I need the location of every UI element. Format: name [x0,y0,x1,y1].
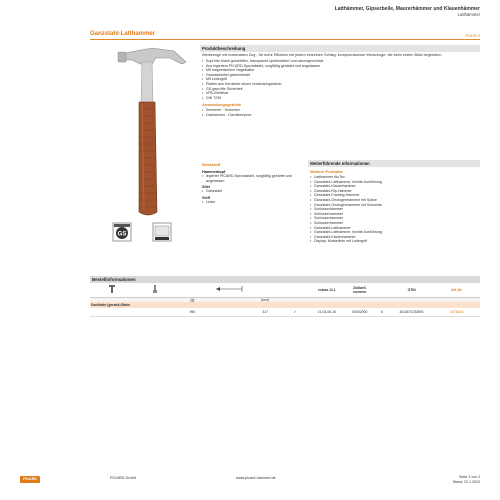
weight-cell: 950 [176,308,209,316]
page-number: Seite 1 von 2 [459,475,480,479]
weight-col-spacer [176,283,209,297]
material-section [200,160,300,204]
list-item: • Zimmerer - Schreiner [202,108,480,113]
col-gtin: GTIN [390,283,434,297]
customs-cell: 82052000 [346,308,375,316]
grip-list [200,200,300,205]
category-title: Latthämmer, Gipserbeile, Maurerhämmer und Klauenhämmer [334,6,480,12]
page-info [453,475,480,484]
description-intro: Werkzeuge mit maximalem Zug - für mehr Effizienz bei jedem einzelnen Schlag: kompromisslose Werkzeuge, die beim ersten Blick begeistern. [202,53,443,57]
order-heading: Bestellinformationen [90,276,480,283]
more-info-section [308,160,480,244]
list-item: • Platten aus Kernleder sitzen verwindungssicher [202,82,480,87]
hammer-head-list [200,174,300,183]
more-info-heading: Weiterführende Informationen [308,160,480,167]
cell [134,308,176,316]
variant-label: Dachlatte (gerade) Bahn [90,302,480,308]
length-cell: 317 [249,308,282,316]
cell [90,308,134,316]
eclass-cell: 21-04-06-16 [308,308,345,316]
col-eclass: eclass 11.1 [308,283,345,297]
length-col-icon [209,283,249,297]
product-link[interactable]: • Ganzstahl-Framing-Hammer [310,193,480,198]
order-information-section [90,276,480,317]
table-row[interactable] [90,308,480,316]
category-subtitle: Latthämmer [457,12,480,17]
document-header [335,6,480,17]
description-heading: Produktbeschreibung [200,45,480,52]
list-item: • Mit magnetischem Nagelhalter [202,68,480,73]
gtin-cell: 4016671033691 [390,308,434,316]
usage-heading: Anwendungsgebiete [202,102,242,108]
list-item: • Kopf fein blank geschliffen, transparent sprühlackiert, korrosionsgeschützt [202,59,480,64]
unit-cell: [g] [176,297,209,302]
order-table [90,283,480,317]
description-bullets [200,59,480,100]
hammer-illustration [112,42,192,222]
col-check [282,283,308,297]
cell [209,308,249,316]
list-item: • DIN 7239 [202,96,480,101]
company-name: PICARD GmbH [110,476,137,480]
list-item: • Ganzstahlstiel geschmiedet [202,73,480,78]
list-item: • Aus legiertem PICARD-Spezialstahl, sorgfältig gehärtet und angelassen [202,64,480,69]
product-page-ref: PGHS 2 [465,33,480,38]
revision-date: Stand: 22.1.2024 [452,479,480,484]
hammer-image [112,42,192,222]
col-blank [249,283,282,297]
product-link[interactable]: • Ganzstahl-Latthammer, leichte Ausführung [310,230,480,235]
product-link[interactable]: • Latthammer AluTec [310,175,480,180]
weight-col-icon [134,283,176,297]
product-link[interactable]: • Ganzstahl-Geologenhammer mit Spitze [310,198,480,203]
gs-certificate-icon [112,222,132,242]
product-link[interactable]: • Display: Musterlinie mit Ledergriff [310,239,480,244]
hammer-head-label: Hammerkopf [202,170,226,174]
product-link[interactable]: • Schlosserhammer [310,212,480,217]
document-footer [20,474,480,488]
more-products-heading: Weitere Produkte [310,169,343,174]
more-products-list [308,175,480,244]
list-item: • GS-geprüfte Sicherheit [202,87,480,92]
order-header-row [90,283,480,297]
unit-cell: [mm] [249,297,282,302]
product-link[interactable]: • Schlosserhammer [310,216,480,221]
svg-text:GS: GS [117,231,127,238]
vpa-certificate-icon [152,222,172,242]
product-link[interactable]: • Ganzstahl-Rip-Hammer [310,189,480,194]
col-customs: Zolltarif-nummer [346,283,375,297]
pack-cell: 6 [374,308,389,316]
product-link[interactable]: • Ganzstahl-Latthammer, leichte Ausführung [310,180,480,185]
article-number-cell[interactable]: 0078016 [434,308,480,316]
col-pack [374,283,389,297]
handle-list [200,189,300,194]
grip-label: Griff [202,195,211,200]
col-article: Art.-Nr. [434,283,480,297]
check-icon: ✓ [282,308,308,316]
list-item: • Leder [202,200,300,205]
list-item: • Dachdecker - Dachklempner [202,113,480,118]
product-link[interactable]: • Ganzstahl-Klauenhammer [310,184,480,189]
material-heading: Werkstoff [202,162,221,167]
product-description-section [200,45,480,118]
website-link[interactable]: www.picard-hammer.de [236,476,276,480]
shape-col-icon [90,283,134,297]
picard-logo: PICARD [20,476,40,483]
product-link[interactable]: • Schlosserhammer [310,207,480,212]
list-item: • legierter PICARD-Spezialstahl, sorgfältig gehärtet und angelassen [202,174,300,183]
product-link[interactable]: • Ganzstahl-Geologenhammer mit Schneide [310,203,480,208]
certification-logos [112,222,182,244]
product-titlebar [90,31,480,40]
list-item: • Mit Ledergriff [202,77,480,82]
product-link[interactable]: • Ganzstahl-Klauenhammer [310,235,480,240]
product-link[interactable]: • Schlosserhammer [310,221,480,226]
handle-label: Stiel [202,185,211,190]
list-item: • Ganzstahl [202,189,300,194]
list-item: • VPA-Zertifikat [202,91,480,96]
product-link[interactable]: • Ganzstahl-Latthammer [310,226,480,231]
product-name: Ganzstahl-Latthammer [90,31,156,37]
usage-bullets [200,108,480,117]
